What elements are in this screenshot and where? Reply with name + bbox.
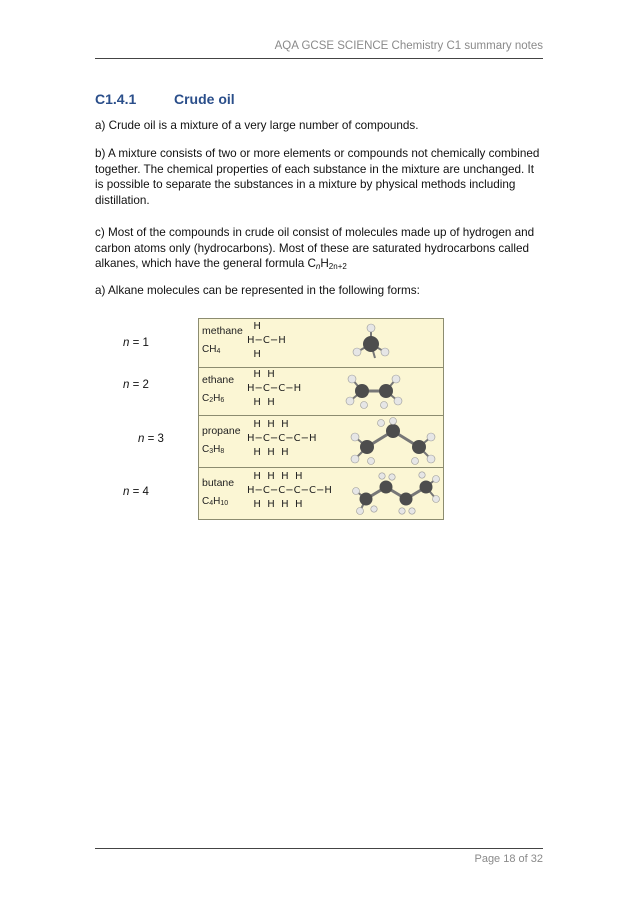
- alkane-row-methane: methane $CH_4$ H H−C−H H: [199, 319, 443, 368]
- paragraph-b: b) A mixture consists of two or more elements or compounds not chemically combined together. The chemical properties of each substance in the mixture are unchanged. It is possible to separate the substances in a mixture by physical methods including distillation.: [95, 147, 540, 207]
- paragraph-c-text: c) Most of the compounds in crude oil consist of molecules made up of hydrogen and carbon atoms only (hydrocarbons). Most of these are saturated hydrocarbons called alkanes, which have the general formula C: [95, 226, 535, 270]
- ball-stick-propane: [347, 417, 439, 465]
- section-number: C1.4.1: [95, 91, 137, 107]
- ball-stick-ethane: [344, 369, 404, 413]
- section-heading: [95, 91, 235, 107]
- alkane-row-butane: butane $C_4H_{10}$ H H H H H−C−C−C−C−H H H H H: [199, 467, 443, 521]
- alkane-name: propane: [202, 425, 241, 437]
- n-label-3: n = 3: [138, 433, 164, 445]
- alkane-formula: $C_2H_6$: [202, 393, 225, 404]
- alkane-formula: $C_4H_{10}$: [202, 496, 229, 507]
- paragraph-d: a) Alkane molecules can be represented in the following forms:: [95, 284, 420, 297]
- paragraph-c: [95, 225, 545, 272]
- header-title: AQA GCSE SCIENCE Chemistry C1 summary notes: [274, 40, 543, 52]
- alkane-formula: $C_3H_8$: [202, 444, 225, 455]
- alkane-row-ethane: ethane $C_2H_6$ H H H−C−C−H H H: [199, 367, 443, 416]
- page-number: Page 18 of 32: [474, 853, 543, 865]
- alkane-name: ethane: [202, 374, 235, 386]
- ball-stick-methane: [351, 322, 391, 364]
- alkane-formula: $CH_4$: [202, 344, 221, 355]
- header-rule: [95, 58, 543, 59]
- n-label-4: n = 4: [123, 486, 149, 498]
- paragraph-a: a) Crude oil is a mixture of a very large number of compounds.: [95, 119, 419, 132]
- footer-rule: [95, 848, 543, 849]
- general-formula-sub-n: n: [315, 262, 321, 271]
- general-formula-h: H: [320, 257, 329, 270]
- alkane-name: methane: [202, 325, 243, 337]
- alkane-name: butane: [202, 477, 235, 489]
- n-label-2: n = 2: [123, 379, 149, 391]
- section-title: Crude oil: [174, 91, 235, 107]
- ball-stick-butane: [352, 471, 442, 517]
- n-label-1: n = 1: [123, 337, 149, 349]
- general-formula-sub-2n2: 2n+2: [328, 262, 347, 271]
- alkane-row-propane: propane $C_3H_8$ H H H H−C−C−C−H H H H: [199, 415, 443, 468]
- alkane-table: [198, 318, 444, 520]
